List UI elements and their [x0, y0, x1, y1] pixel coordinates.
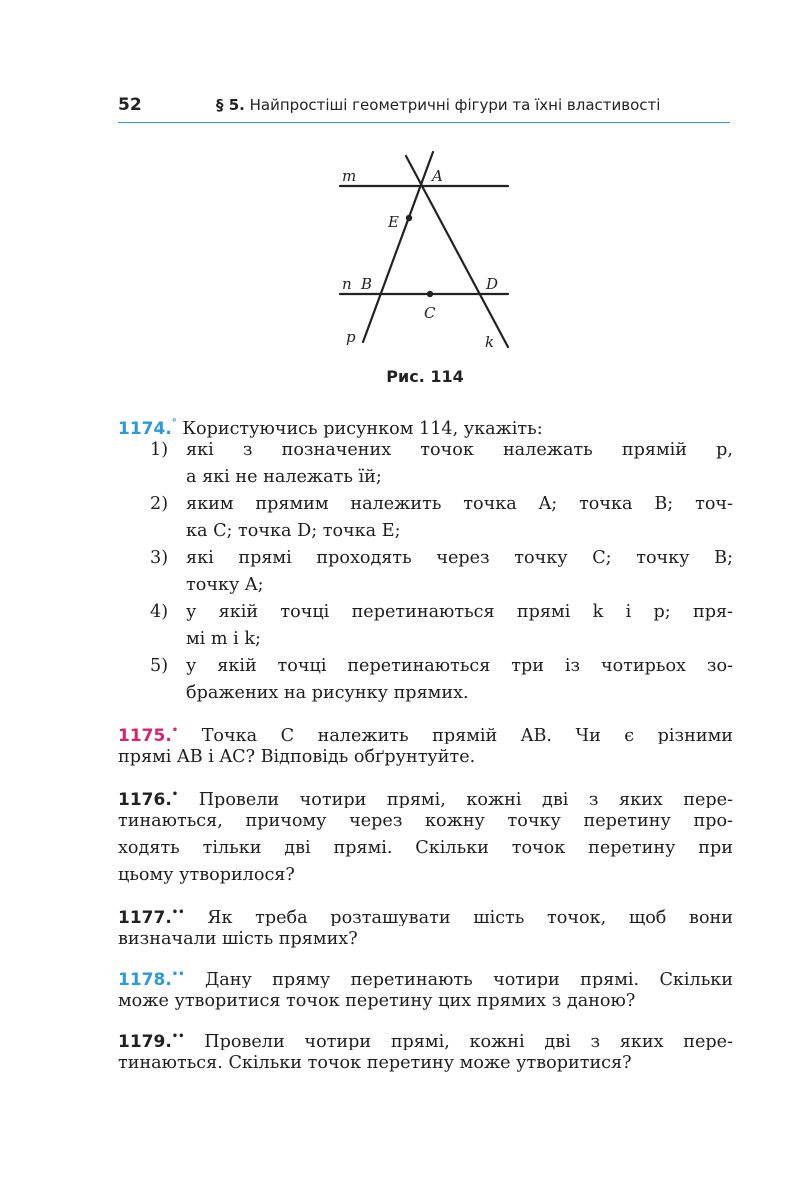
item-label: 3): [150, 548, 169, 568]
item-text-line: які прямі проходять через точку C; точку B;: [186, 548, 733, 568]
problem-1174-intro: [118, 410, 733, 437]
label-A: A: [432, 167, 443, 185]
item-text-line: точку A;: [186, 575, 264, 595]
figure-caption: Рис. 114: [386, 367, 464, 386]
problem-text-line: цьому утворилося?: [118, 865, 295, 885]
problem-text-line: Дану пряму перетинають чотири прямі. Скільки: [204, 970, 733, 988]
difficulty-mark: ••: [171, 969, 185, 980]
label-m: m: [342, 167, 357, 185]
item-text-line: бражених на рисунку прямих.: [186, 683, 469, 703]
difficulty-mark: ••: [171, 1031, 185, 1042]
label-D: D: [486, 275, 499, 293]
problem-text-line: Провели чотири прямі, кожні дві з яких пере-: [198, 790, 733, 808]
problem-text-line: може утворитися точок перетину цих прямих з даною?: [118, 991, 636, 1011]
section-mark: § 5.: [216, 96, 245, 114]
section-title: [216, 96, 660, 114]
item-text-line: у якій точці перетинаються три із чотирьох зо-: [186, 656, 733, 676]
item-text-line: які з позначених точок належать прямій p,: [186, 440, 733, 460]
problem-text-line: Користуючись рисунком 114, укажіть:: [182, 419, 543, 439]
problem-1179: [118, 1023, 733, 1077]
problem-number: 1174.: [118, 419, 172, 439]
problem-text-line: Провели чотири прямі, кожні дві з яких пере-: [204, 1032, 733, 1050]
label-n: n: [342, 275, 352, 293]
problem-text-line: тинаються. Скільки точок перетину може утворитися?: [118, 1053, 632, 1073]
problem-number: 1175.: [118, 726, 172, 744]
difficulty-mark: ••: [171, 907, 185, 918]
item-text-line: у якій точці перетинаються прямі k і p; пря-: [186, 602, 733, 622]
problem-text-line: Точка C належить прямій AB. Чи є різними: [201, 726, 733, 744]
problem-text-line: тинаються, причому через кожну точку перетину про-: [118, 811, 733, 831]
label-p: p: [346, 328, 356, 346]
problem-number: 1178.: [118, 970, 172, 988]
item-text-line: а які не належать їй;: [186, 467, 382, 487]
item-label: 1): [150, 440, 169, 460]
label-k: k: [485, 333, 495, 351]
item-text-line: ка C; точка D; точка E;: [186, 521, 401, 541]
line-k: [406, 156, 508, 347]
label-B: B: [361, 275, 373, 293]
problem-1178: [118, 961, 733, 1015]
problem-1176: [118, 781, 733, 889]
label-C: C: [424, 304, 436, 322]
difficulty-mark: •: [171, 789, 179, 800]
problem-text-line: визначали шість прямих?: [118, 929, 358, 949]
problem-text-line: ходять тільки дві прямі. Скільки точок перетину при: [118, 838, 733, 858]
item-text-line: мі m і k;: [186, 629, 261, 649]
page-header: [118, 92, 730, 123]
label-E: E: [388, 213, 399, 231]
item-label: 2): [150, 494, 169, 514]
problem-number: 1179.: [118, 1032, 172, 1050]
problem-number: 1176.: [118, 790, 172, 808]
item-label: 5): [150, 656, 169, 676]
problem-1175: [118, 717, 733, 771]
point-C: [427, 291, 433, 297]
problem-1177: [118, 899, 733, 953]
point-E: [406, 215, 412, 221]
section-title-text: Найпростіші геометричні фігури та їхні властивості: [249, 96, 661, 114]
figure-114: [300, 140, 550, 360]
difficulty-mark: °: [171, 418, 177, 429]
problem-text-line: прямі AB і AC? Відповідь обґрунтуйте.: [118, 747, 476, 767]
difficulty-mark: •: [171, 725, 179, 736]
problem-text-line: Як треба розташувати шість точок, щоб вони: [207, 908, 733, 926]
item-text-line: яким прямим належить точка A; точка B; точ-: [186, 494, 733, 514]
problem-number: 1177.: [118, 908, 172, 926]
line-p: [363, 152, 433, 342]
page-number: 52: [118, 95, 142, 115]
item-label: 4): [150, 602, 169, 622]
